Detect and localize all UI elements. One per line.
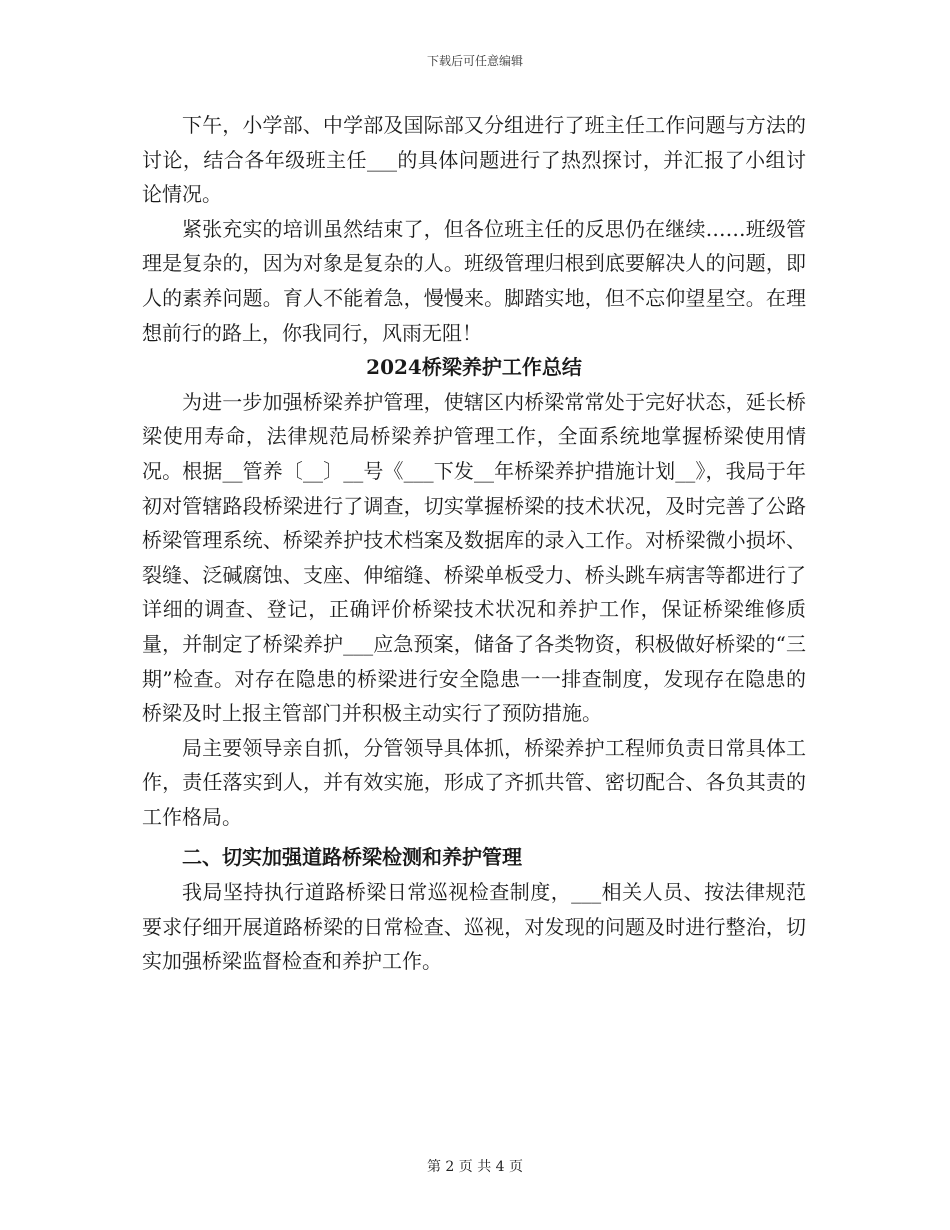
document-title: 2024桥梁养护工作总结 [366,355,582,380]
document-body [142,108,806,979]
paragraph-reflection: 紧张充实的培训虽然结束了，但各位班主任的反思仍在继续……班级管理是复杂的，因为对象是复杂的人。班级管理归根到底要解决人的问题，即人的素养问题。育人不能着急，慢慢来。脚踏实地，但不忘仰望星空。在理想前行的路上，你我同行，风雨无阻！ [142,216,806,345]
paragraph-bridge-maintenance: 为进一步加强桥梁养护管理，使辖区内桥梁常常处于完好状态，延长桥梁使用寿命，法律规范局桥梁养护管理工作，全面系统地掌握桥梁使用情况。根据__管养〔__〕__号《___下发__年桥梁养护措施计划__》，我局于年初对管辖路段桥梁进行了调查，切实掌握桥梁的技术状况，及时完善了公路桥梁管理系统、桥梁养护技术档案及数据库的录入工作。对桥梁微小损坏、裂缝、泛碱腐蚀、支座、伸缩缝、桥梁单板受力、桥头跳车病害等都进行了详细的调查、登记，正确评价桥梁技术状况和养护工作，保证桥梁维修质量，并制定了桥梁养护___应急预案，储备了各类物资，积极做好桥梁的“三期”检查。对存在隐患的桥梁进行安全隐患一一排查制度，发现存在隐患的桥梁及时上报主管部门并积极主动实行了预防措施。 [142,389,806,726]
paragraph-leadership: 局主要领导亲自抓，分管领导具体抓，桥梁养护工程师负责日常具体工作，责任落实到人，并有效实施，形成了齐抓共管、密切配合、各负其责的工作格局。 [142,735,806,829]
page-header: 下载后可任意编辑 [426,54,523,68]
section-heading-2: 二、切实加强道路桥梁检测和养护管理 [182,845,522,870]
page-footer: 第 2 页 共 4 页 [426,1159,524,1175]
paragraph-discussion: 下午，小学部、中学部及国际部又分组进行了班主任工作问题与方法的讨论，结合各年级班主任___的具体问题进行了热烈探讨，并汇报了小组讨论情况。 [142,113,806,207]
paragraph-inspection: 我局坚持执行道路桥梁日常巡视检查制度，___相关人员、按法律规范要求仔细开展道路桥梁的日常检查、巡视，对发现的问题及时进行整治，切实加强桥梁监督检查和养护工作。 [142,880,806,974]
